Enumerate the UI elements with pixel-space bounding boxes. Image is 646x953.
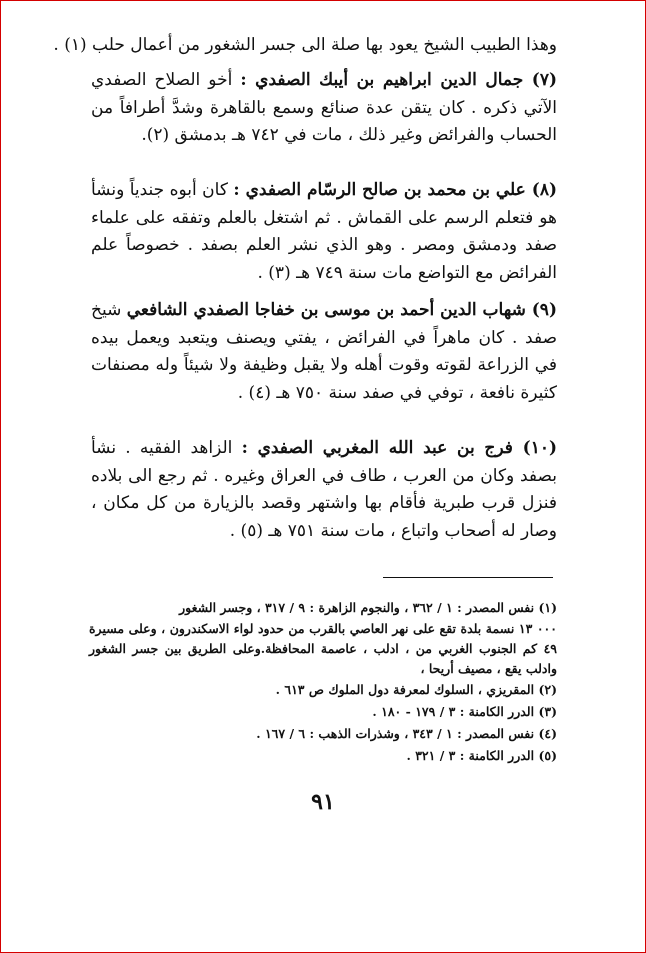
entry-9-text: شيخ صفد . كان ماهراً في الفرائض ، يفتي ويصنف ويتعبد ويعمل بيده في الزراعة لقوته وقوت أهله ولا يقبل وظيفة ولا شيئاً وله مصنفات كثيرة نافعة ، توفي في صفد سنة ٧٥٠ هـ (٤) . — [91, 300, 557, 403]
footnote-5: (٥) الدرر الكامنة : ٣ / ٣٢١ . — [406, 748, 557, 763]
entry-7-text: أخو الصلاح الصفدي الآتي ذكره . كان يتقن عدة صنائع وسمع بالقاهرة وشدَّ أطرافاً من الحساب والفرائض وغير ذلك ، مات في ٧٤٢ هـ بدمشق (٢). — [91, 70, 557, 145]
footnote-1: (١) نفس المصدر : ١ / ٣٦٢ ، والنجوم الزاهرة : ٩ / ٣١٧ ، وجسر الشغور — [179, 600, 557, 615]
footnote-1-continuation: ٠٠٠ ١٣ نسمة بلدة تقع على نهر العاصي بالقرب من حدود لواء الاسكندرون ، وعلى مسيرة ٤٩ كم الجنوب الغربي من ، ادلب ، عاصمة المحافظة.وعلى الطريق بين جسر الشغور وادلب يقع ، مصيف أريحا ، — [89, 621, 557, 676]
footnote-2: (٢) المقريزي ، السلوك لمعرفة دول الملوك ص ٦١٣ . — [275, 682, 557, 697]
footnote-3: (٣) الدرر الكامنة : ٣ / ١٧٩ - ١٨٠ . — [372, 704, 557, 719]
entry-9-heading: (٩) شهاب الدين أحمد بن موسى بن خفاجا الصفدي الشافعي — [126, 300, 557, 320]
entry-9-paragraph — [91, 297, 557, 407]
entry-9 — [91, 297, 557, 407]
footnote-divider — [383, 577, 553, 578]
entry-7-paragraph — [91, 67, 557, 150]
entry-8-paragraph — [91, 177, 557, 287]
document-page — [1, 1, 645, 952]
intro-line: وهذا الطبيب الشيخ يعود بها صلة الى جسر الشغور من أعمال حلب (١) . — [53, 35, 557, 55]
page-number: ٩١ — [311, 789, 335, 815]
entry-10 — [91, 435, 557, 545]
entry-7-heading: (٧) جمال الدين ابراهيم بن أيبك الصفدي : — [240, 70, 557, 90]
entry-8 — [91, 177, 557, 287]
entry-10-heading: (١٠) فرج بن عبد الله المغربي الصفدي : — [241, 438, 557, 458]
entry-10-paragraph — [91, 435, 557, 545]
entry-8-text: كان أبوه جندياً ونشأ هو فتعلم الرسم على القماش . ثم اشتغل بالعلم وتفقه على علماء صفد ودمشق ومصر . وهو الذي نشر العلم بصفد . خصوصاً علم الفرائض مع التواضع مات سنة ٧٤٩ هـ (٣) . — [91, 180, 558, 283]
entry-8-heading: (٨) علي بن محمد بن صالح الرسّام الصفدي : — [233, 180, 557, 200]
footnote-4: (٤) نفس المصدر : ١ / ٣٤٣ ، وشذرات الذهب : ٦ / ١٦٧ . — [256, 726, 557, 741]
entry-10-text: الزاهد الفقيه . نشأ بصفد وكان من العرب ، طاف في العراق وغيره . ثم رجع الى بلاده فنزل قرب طبرية فأقام بها واشتهر وقصد بالزيارة من كل مكان ، وصار له أصحاب واتباع ، مات سنة ٧٥١ هـ (٥) . — [91, 438, 557, 541]
footnotes — [89, 597, 557, 767]
entry-7 — [91, 67, 557, 150]
